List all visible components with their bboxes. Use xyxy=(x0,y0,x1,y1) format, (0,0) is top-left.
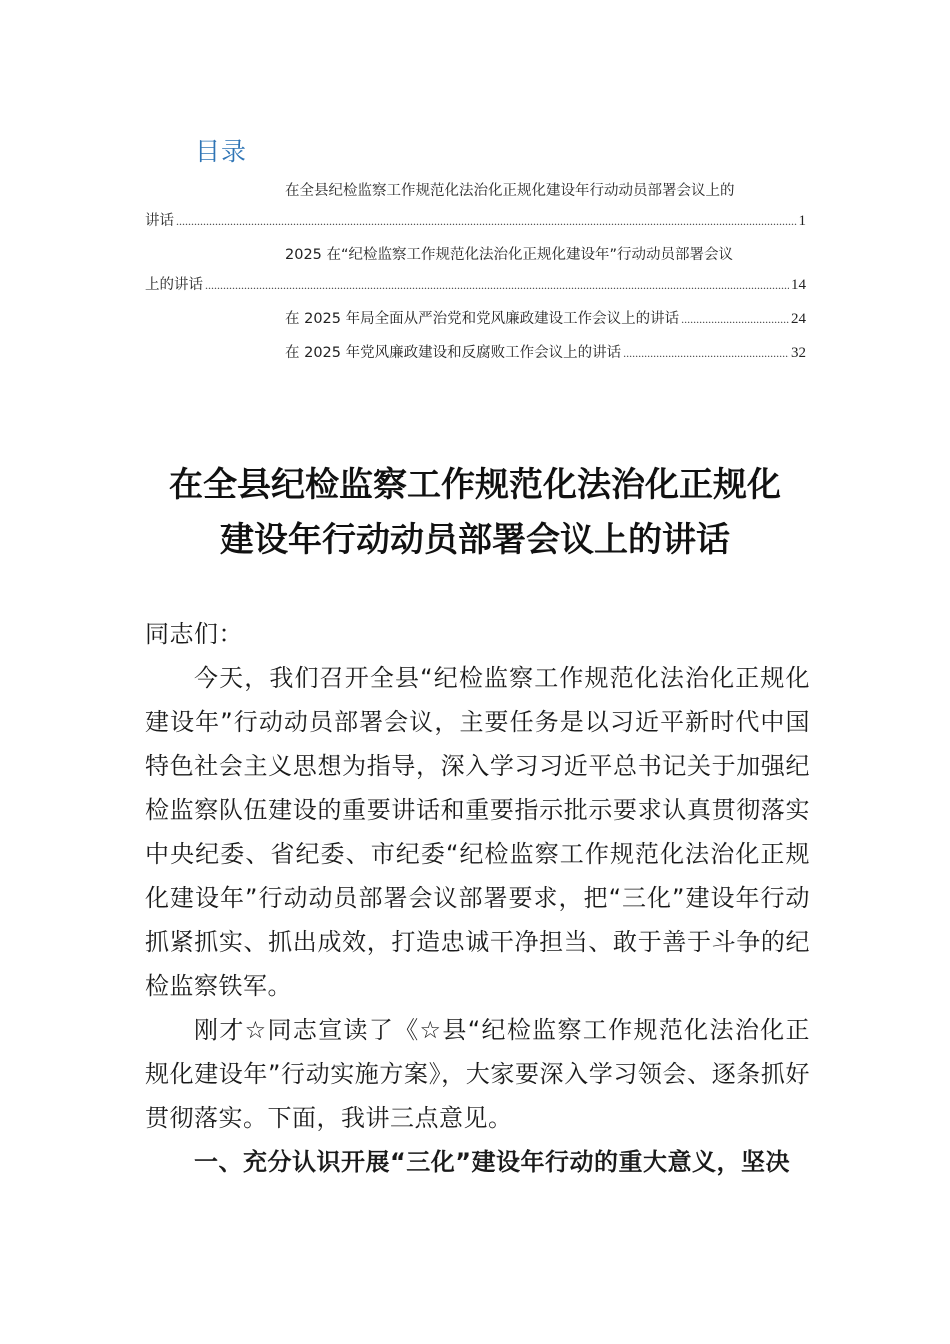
toc-entry-line xyxy=(145,176,806,206)
article-title-line: 建设年行动动员部署会议上的讲话 xyxy=(220,520,730,560)
article-body xyxy=(145,612,810,1184)
toc-entry[interactable] xyxy=(145,304,806,334)
body-paragraph: 刚才☆同志宣读了《☆县“纪检监察工作规范化法治化正规化建设年”行动实施方案》，大家要深入学习领会、逐条抓好贯彻落实。下面，我讲三点意见。 xyxy=(145,1016,810,1132)
toc-entry[interactable] xyxy=(145,338,806,368)
table-of-contents xyxy=(145,176,806,372)
article-title-line: 在全县纪检监察工作规范化法治化正规化 xyxy=(169,465,781,505)
toc-page-number[interactable]: 32 xyxy=(791,345,806,361)
toc-entry-line xyxy=(145,240,806,270)
toc-entry-text[interactable]: 上的讲话 xyxy=(145,277,203,293)
toc-leader-dots xyxy=(681,304,789,334)
section-heading: 一、充分认识开展“三化”建设年行动的重大意义，坚决 xyxy=(194,1148,791,1176)
article-title xyxy=(0,458,950,568)
toc-page-number[interactable]: 1 xyxy=(798,213,806,229)
toc-page-number[interactable]: 14 xyxy=(791,277,806,293)
toc-leader-dots xyxy=(205,270,789,300)
body-paragraph: 今天，我们召开全县“纪检监察工作规范化法治化正规化建设年”行动动员部署会议，主要任务是以习近平新时代中国特色社会主义思想为指导，深入学习习近平总书记关于加强纪检监察队伍建设的重要讲话和重要指示批示要求认真贯彻落实中央纪委、省纪委、市纪委“纪检监察工作规范化法治化正规化建设年”行动动员部署会议部署要求，把“三化”建设年行动抓紧抓实、抓出成效，打造忠诚干净担当、敢于善于斗争的纪检监察铁军。 xyxy=(145,664,810,1000)
toc-entry-line xyxy=(145,304,806,334)
toc-entry-text[interactable]: 在 2025 年局全面从严治党和党风廉政建设工作会议上的讲话 xyxy=(285,311,680,327)
toc-entry[interactable] xyxy=(145,240,806,300)
toc-entry-line xyxy=(145,270,806,300)
toc-page-number[interactable]: 24 xyxy=(791,311,806,327)
toc-entry-text[interactable]: 在全县纪检监察工作规范化法治化正规化建设年行动动员部署会议上的 xyxy=(285,183,735,199)
toc-entry-text[interactable]: 在 2025 年党风廉政建设和反腐败工作会议上的讲话 xyxy=(285,345,622,361)
toc-entry-line xyxy=(145,206,806,236)
toc-entry-line xyxy=(145,338,806,368)
toc-title: 目录 xyxy=(195,137,248,166)
toc-leader-dots xyxy=(176,206,797,236)
toc-entry-text[interactable]: 讲话 xyxy=(145,213,174,229)
salutation: 同志们： xyxy=(145,620,243,648)
toc-entry-text[interactable]: 2025 在“纪检监察工作规范化法治化正规化建设年”行动动员部署会议 xyxy=(285,247,734,263)
toc-leader-dots xyxy=(623,338,789,368)
toc-entry[interactable] xyxy=(145,176,806,236)
